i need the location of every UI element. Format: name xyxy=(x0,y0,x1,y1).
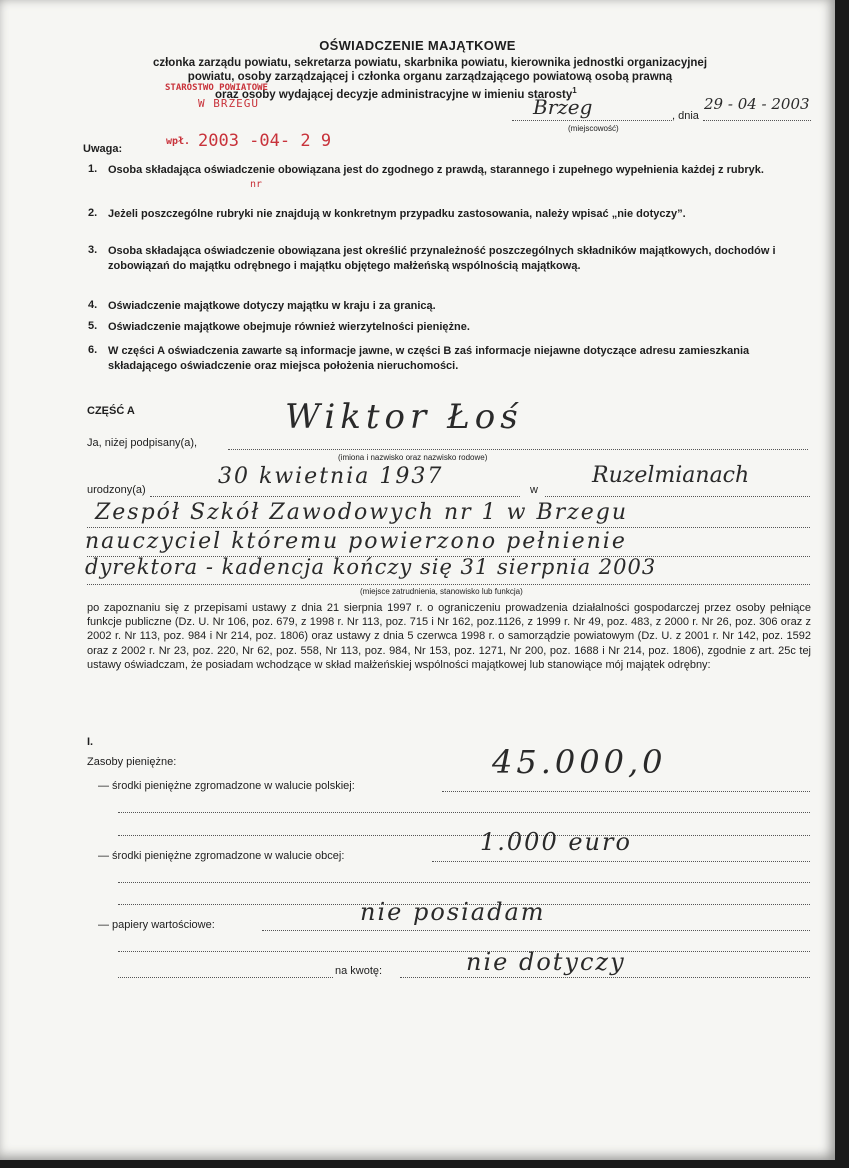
employment-line-3: dyrektora - kadencja kończy się 31 sierpnia 2003 xyxy=(85,555,657,579)
received-stamp-date: 2003 -04- 2 9 xyxy=(198,131,332,151)
office-stamp-line-1: STAROSTWO POWIATOWE xyxy=(165,83,268,93)
born-place-value: Ruzelmianach xyxy=(592,463,750,488)
notes-list xyxy=(88,163,808,378)
section-1-numeral: I. xyxy=(87,736,94,748)
declaration-text: po zapoznaniu się z przepisami ustawy z dnia 21 sierpnia 1997 r. o ograniczeniu prowadzenia działalności gospodarczej przez osoby pełniące funkcje publiczne (Dz. U. Nr 106, poz. 679, z 1998 r. Nr 113, poz. 715 i Nr 162, poz.1126, z 1999 r. Nr 49, poz. 483, z 2000 r. Nr 26, poz. 306 oraz z 2002 r. Nr 113, poz. 984 i Nr 214, poz. 1806) oraz ustawy z dnia 5 czerwca 1998 r. o samorządzie powiatowym (Dz. U. z 2001 r. Nr 142, poz. 1592 oraz z 2002 r. Nr 23, poz. 220, Nr 62, poz. 558, Nr 113, poz. 984, Nr 153, poz. 1271, Nr 200, poz. 1688 i Nr 214, poz. 1806), zgodnie z art. 25c tej ustawy oświadczam, że posiadam wchodzące w skład małżeńskiej wspólności majątkowej lub stanowiące mój majątek odrębny: xyxy=(87,602,811,671)
note-item-4: 4. Oświadczenie majątkowe dotyczy majątku w kraju i za granicą. xyxy=(88,299,436,312)
subtitle-line-1: członka zarządu powiatu, sekretarza powiatu, skarbnika powiatu, kierownika jednostki organizacyjnej xyxy=(152,57,708,69)
part-a-heading: CZĘŚĆ A xyxy=(87,405,135,417)
place-caption: (miejscowość) xyxy=(568,124,619,133)
born-date-value: 30 kwietnia 1937 xyxy=(218,464,444,489)
subtitle-line-3: oraz osoby wydającej decyzje administracyjne w imieniu starosty$^1$ xyxy=(215,86,577,101)
signer-label: Ja, niżej podpisany(a), xyxy=(87,437,198,449)
employment-line-1: Zespół Szkół Zawodowych nr 1 w Brzegu xyxy=(95,500,629,525)
note-item-6: 6. W części A oświadczenia zawarte są informacje jawne, w części B zaś informacje niejawne dotyczące adresu zamieszkania składającego oświadczenie oraz miejsca położenia nieruchomości. xyxy=(88,344,750,372)
pln-value: 45.000,0 xyxy=(492,743,667,781)
section-1-heading: Zasoby pieniężne: xyxy=(87,756,177,768)
notes-label: Uwaga: xyxy=(83,143,123,155)
born-label: urodzony(a) xyxy=(87,484,146,496)
office-stamp-line-2: W BRZEGU xyxy=(198,97,259,110)
signer-caption: (imiona i nazwisko oraz nazwisko rodowe) xyxy=(338,453,488,462)
note-item-1: 1. Osoba składająca oświadczenie obowiązana jest do zgodnego z prawdą, starannego i zupełnego wypełnienia każdej z rubryk. xyxy=(88,163,764,176)
place-value: Brzeg xyxy=(533,95,593,119)
employment-line-2: nauczyciel któremu powierzono pełnienie xyxy=(85,529,627,554)
subtitle-line-2: powiatu, osoby zarządzającej i członka organu zarządzającego powiatową osobą prawną xyxy=(187,71,673,83)
document-title: OŚWIADCZENIE MAJĄTKOWE xyxy=(319,38,516,53)
date-prefix: , dnia xyxy=(672,110,699,122)
note-item-3: 3. Osoba składająca oświadczenie obowiązana jest określić przynależność poszczególnych składników majątkowych, dochodów i zobowiązań do majątku odrębnego i majątku objętego małżeńską wspólnością majątkową. xyxy=(88,244,776,272)
date-value: 29 - 04 - 2003 xyxy=(704,95,810,113)
received-stamp-label: wpł. xyxy=(166,136,191,147)
foreign-label: — środki pieniężne zgromadzone w walucie obcej: xyxy=(98,850,345,862)
employment-caption: (miejsce zatrudnienia, stanowisko lub funkcja) xyxy=(360,587,523,596)
born-in-label: w xyxy=(530,484,538,496)
nr-stamp-label: nr xyxy=(250,179,263,190)
foreign-value: 1.000 euro xyxy=(480,828,632,856)
signer-value: Wiktor Łoś xyxy=(285,397,523,437)
note-item-5: 5. Oświadczenie majątkowe obejmuje również wierzytelności pieniężne. xyxy=(88,320,470,333)
pln-label: — środki pieniężne zgromadzone w walucie polskiej: xyxy=(98,780,355,792)
note-item-2: 2. Jeżeli poszczególne rubryki nie znajdują w konkretnym przypadku zastosowania, należy wpisać „nie dotyczy”. xyxy=(88,207,686,220)
amount-value: nie dotyczy xyxy=(466,948,626,976)
securities-value: nie posiadam xyxy=(360,898,546,926)
amount-label: na kwotę: xyxy=(335,965,383,977)
securities-label: — papiery wartościowe: xyxy=(98,919,215,931)
